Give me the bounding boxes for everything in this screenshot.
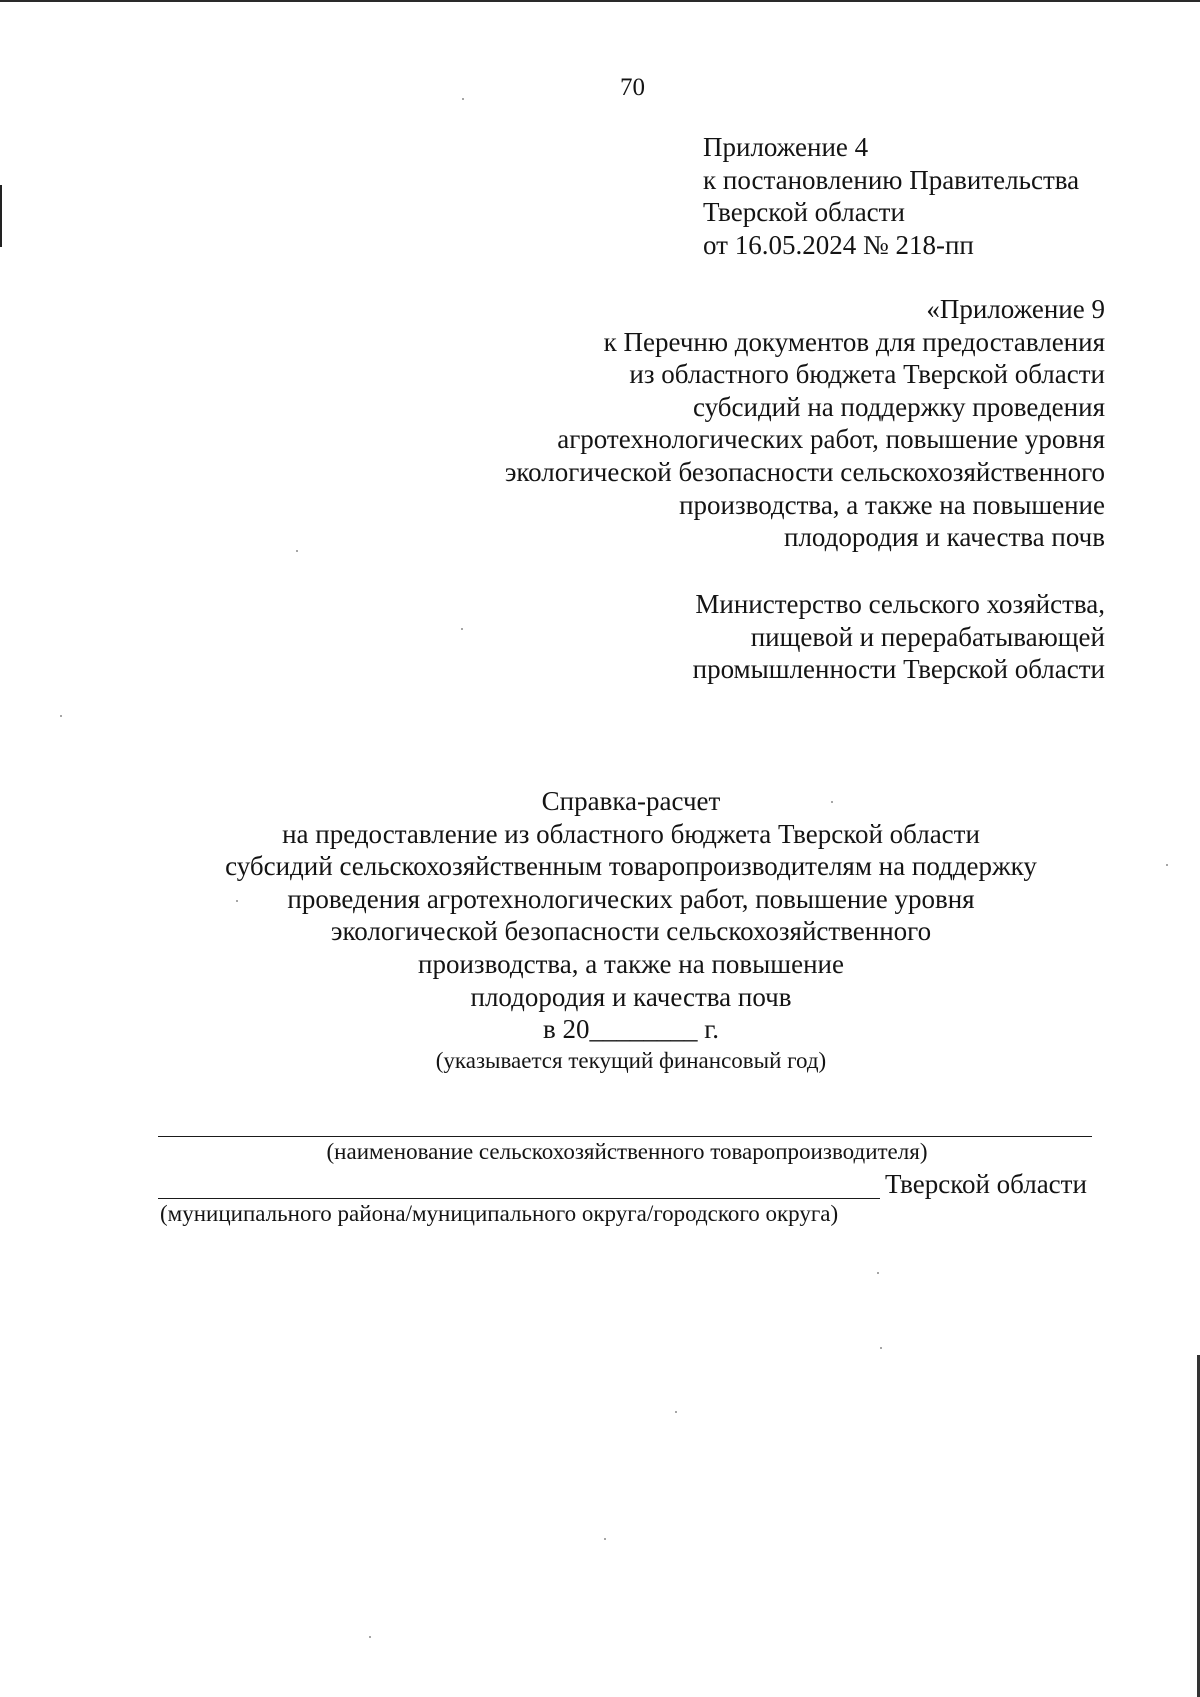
municipality-field-line: [158, 1198, 880, 1199]
title-line: Справка-расчет: [541, 786, 721, 816]
scan-speck: [831, 801, 833, 803]
scan-edge-top: [0, 0, 1200, 2]
appendix-line: плодородия и качества почв: [784, 522, 1105, 553]
year-note: (указывается текущий финансовый год): [435, 1047, 827, 1073]
title-line: на предоставление из областного бюджета Тверской области: [282, 818, 980, 849]
title-line: проведения агротехнологических работ, повышение уровня: [287, 883, 975, 914]
year-line: в 20________ г.: [542, 1014, 720, 1045]
appendix-line: агротехнологических работ, повышение уровня: [557, 424, 1105, 455]
scan-speck: [296, 550, 298, 552]
approval-line: к постановлению Правительства: [703, 164, 1080, 195]
scan-speck: [880, 1347, 882, 1349]
scan-speck: [369, 1636, 371, 1638]
title-line: производства, а также на повышение: [418, 948, 844, 979]
title-line: субсидий сельскохозяйственным товаропроизводителям на поддержку: [225, 851, 1037, 882]
appendix-line: из областного бюджета Тверской области: [629, 359, 1105, 390]
document-title: [0, 785, 1200, 1076]
scan-speck: [604, 1538, 606, 1540]
appendix-line: экологической безопасности сельскохозяйственного: [504, 456, 1105, 487]
approval-line: от 16.05.2024 № 218-пп: [703, 229, 974, 260]
producer-name-field-line: [158, 1136, 1092, 1137]
approval-line: Приложение 4: [703, 132, 869, 162]
appendix-line: субсидий на поддержку проведения: [693, 391, 1105, 422]
scan-speck: [462, 98, 464, 100]
page-number: 70: [620, 74, 645, 101]
scan-speck: [60, 715, 62, 717]
approval-line: Тверской области: [703, 197, 905, 228]
ministry-line: Министерство сельского хозяйства,: [695, 589, 1105, 619]
title-line: экологической безопасности сельскохозяйственного: [330, 916, 932, 947]
title-line: плодородия и качества почв: [470, 981, 792, 1012]
addressee-ministry: [693, 588, 1105, 686]
scan-speck: [461, 628, 463, 630]
scan-speck: [877, 1272, 879, 1274]
producer-name-caption: (наименование сельскохозяйственного товаропроизводителя): [326, 1139, 928, 1164]
scan-speck: [236, 900, 238, 902]
scan-speck: [1166, 864, 1168, 866]
municipality-caption: (муниципального района/муниципального округа/городского округа): [160, 1201, 839, 1226]
region-label: Тверской области: [885, 1169, 1087, 1199]
ministry-line: промышленности Тверской области: [692, 654, 1105, 685]
appendix-line: к Перечню документов для предоставления: [603, 326, 1105, 357]
appendix-line: производства, а также на повышение: [679, 489, 1105, 520]
ministry-line: пищевой и перерабатывающей: [750, 621, 1105, 652]
scan-edge-left: [0, 185, 2, 247]
scan-speck: [675, 1411, 677, 1413]
appendix-9-header: [505, 293, 1105, 554]
appendix-line: «Приложение 9: [926, 294, 1105, 324]
approval-header: [703, 131, 1079, 261]
